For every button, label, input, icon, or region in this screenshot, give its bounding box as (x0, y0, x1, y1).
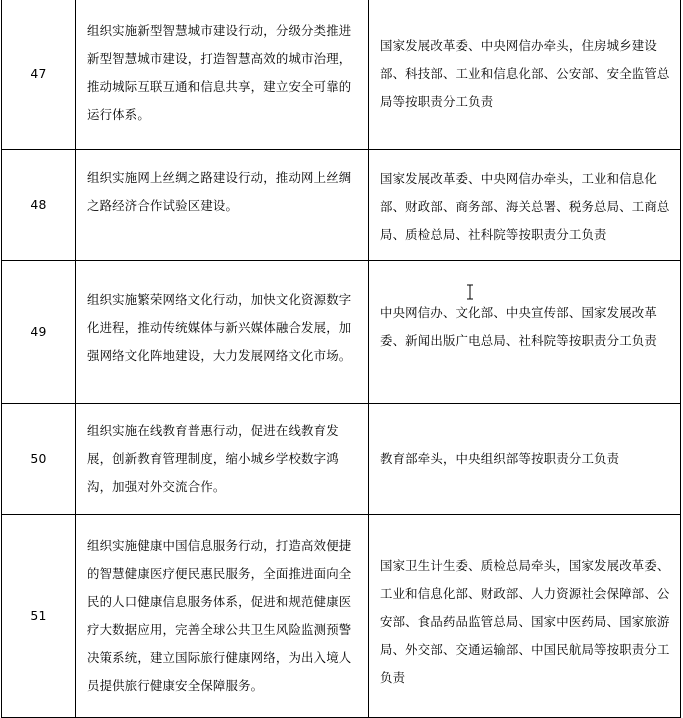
task-cell (76, 0, 369, 150)
table-row (2, 150, 681, 261)
row-number: 50 (2, 404, 76, 515)
row-number: 47 (2, 0, 76, 150)
table-row (2, 404, 681, 515)
task-text: 组织实施健康中国信息服务行动，打造高效便捷的智慧健康医疗便民惠民服务，全面推进面向全民的人口健康信息服务体系，促进和规范健康医疗大数据应用，完善全球公共卫生风险监测预警决策系统，建立国际旅行健康网络，为出入境人员提供旅行健康安全保障服务。 (87, 538, 352, 693)
department-cell (369, 404, 681, 515)
row-number: 49 (2, 261, 76, 404)
department-cell (369, 0, 681, 150)
task-cell (76, 261, 369, 404)
task-text: 组织实施网上丝绸之路建设行动，推动网上丝绸之路经济合作试验区建设。 (87, 170, 352, 213)
row-number: 48 (2, 150, 76, 261)
task-text: 组织实施繁荣网络文化行动，加快文化资源数字化进程，推动传统媒体与新兴媒体融合发展，加强网络文化阵地建设，大力发展网络文化市场。 (87, 292, 352, 363)
task-cell (76, 404, 369, 515)
row-number: 51 (2, 515, 76, 718)
table-row (2, 0, 681, 150)
task-cell (76, 515, 369, 718)
department-text: 教育部牵头，中央组织部等按职责分工负责 (380, 451, 620, 466)
department-text: 国家发展改革委、中央网信办牵头，工业和信息化部、财政部、商务部、海关总署、税务总局、工商总局、质检总局、社科院等按职责分工负责 (380, 170, 670, 242)
table-row (2, 261, 681, 404)
text-cursor-icon (466, 284, 474, 300)
department-text: 国家卫生计生委、质检总局牵头，国家发展改革委、工业和信息化部、财政部、人力资源社会保障部、公安部、食品药品监管总局、国家中医药局、国家旅游局、外交部、交通运输部、中国民航局等按职责分工负责 (380, 558, 670, 685)
department-text: 中央网信办、文化部、中央宣传部、国家发展改革委、新闻出版广电总局、社科院等按职责分工负责 (380, 305, 657, 348)
task-text: 组织实施新型智慧城市建设行动，分级分类推进新型智慧城市建设，打造智慧高效的城市治理，推动城际互联互通和信息共享，建立安全可靠的运行体系。 (87, 23, 352, 122)
table-row (2, 515, 681, 718)
department-cell (369, 515, 681, 718)
department-cell (369, 261, 681, 404)
department-cell (369, 150, 681, 261)
task-text: 组织实施在线教育普惠行动，促进在线教育发展，创新教育管理制度，缩小城乡学校数字鸿沟，加强对外交流合作。 (87, 423, 339, 494)
department-text: 国家发展改革委、中央网信办牵头，住房城乡建设部、科技部、工业和信息化部、公安部、安全监管总局等按职责分工负责 (380, 38, 670, 109)
task-table (1, 0, 681, 718)
task-cell (76, 150, 369, 261)
